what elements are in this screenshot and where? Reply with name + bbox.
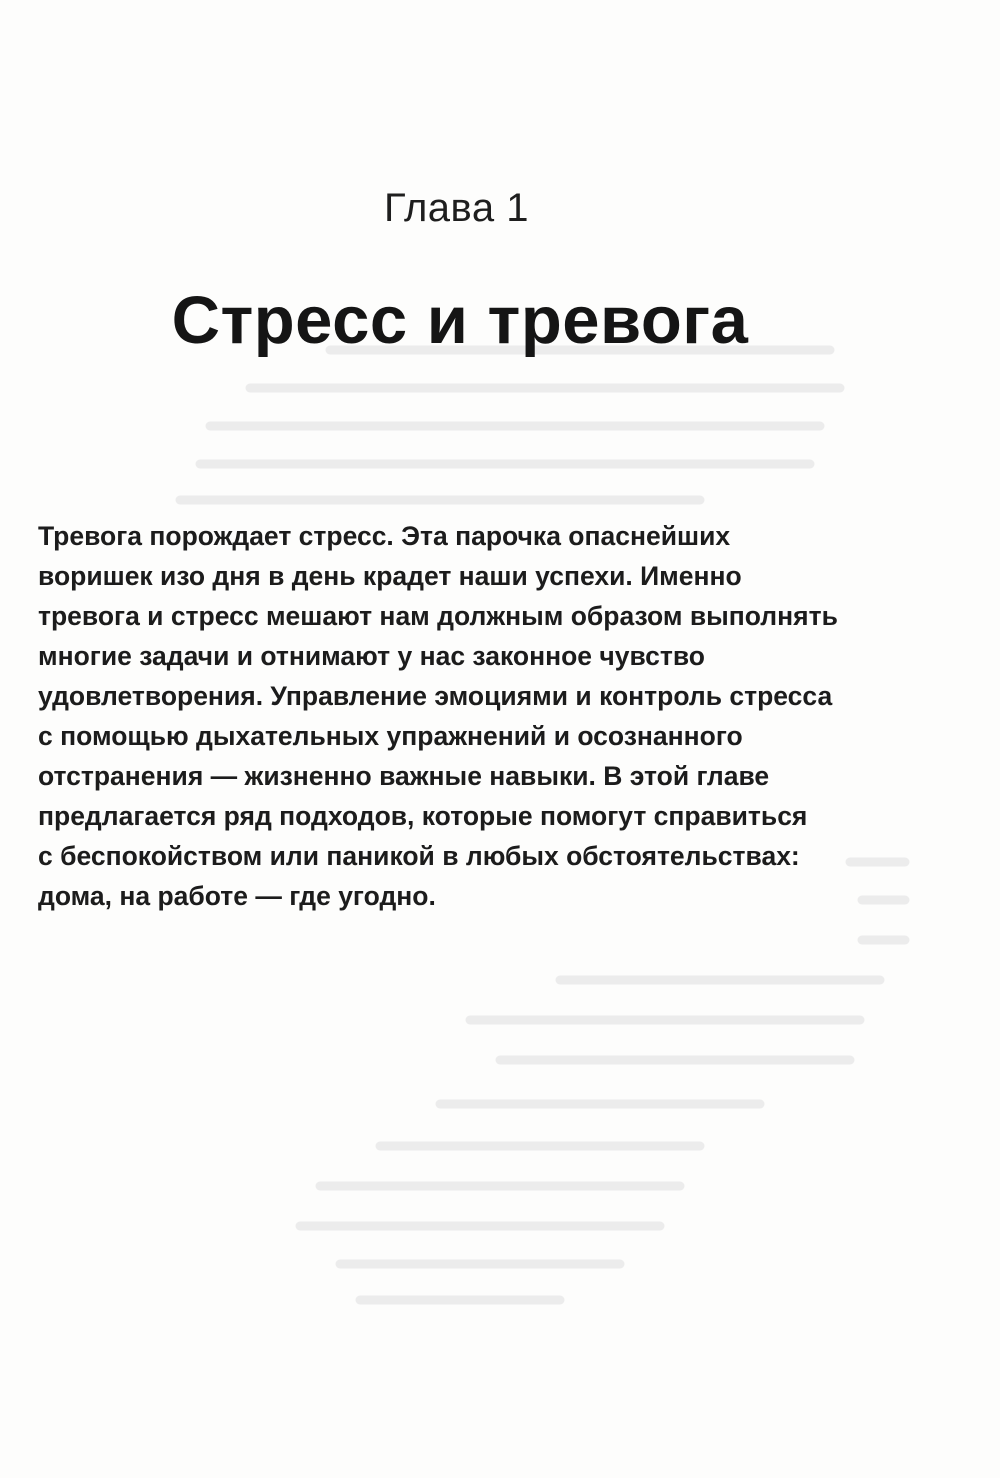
paragraph-line: воришек изо дня в день крадет наши успехи. Именно [38, 561, 742, 591]
paragraph-line: многие задачи и отнимают у нас законное чувство [38, 641, 705, 671]
chapter-intro-paragraph [38, 516, 898, 916]
chapter-number: Глава 1 [384, 186, 529, 230]
chapter-title: Стресс и тревога [171, 283, 749, 358]
paragraph-line: Тревога порождает стресс. Эта парочка опаснейших [38, 521, 731, 551]
paragraph-line: дома, на работе — где угодно. [38, 881, 436, 911]
paragraph-line: удовлетворения. Управление эмоциями и контроль стресса [38, 681, 833, 711]
paragraph-line: предлагается ряд подходов, которые помогут справиться [38, 801, 808, 831]
paragraph-line: с помощью дыхательных упражнений и осознанного [38, 721, 743, 751]
paragraph-line: отстранения — жизненно важные навыки. В этой главе [38, 761, 770, 791]
paragraph-line: тревога и стресс мешают нам должным образом выполнять [38, 601, 838, 631]
paragraph-line: с беспокойством или паникой в любых обстоятельствах: [38, 841, 800, 871]
